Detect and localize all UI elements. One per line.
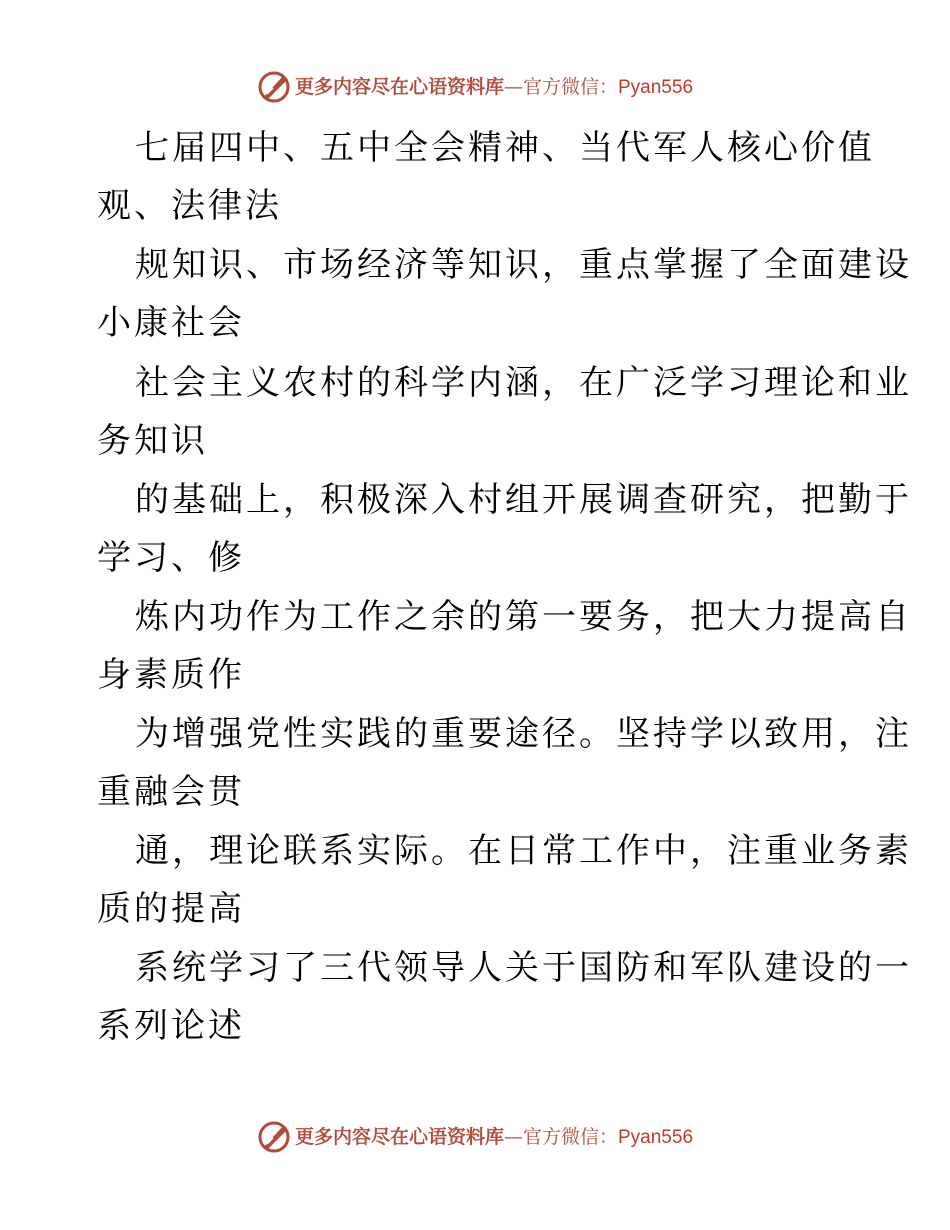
body-line: 通，理论联系实际。在日常工作中，注重业务素 [135,831,912,871]
body-line: 的基础上，积极深入村组开展调查研究，把勤于 [135,480,912,520]
body-line: 规知识、市场经济等知识，重点掌握了全面建设 [135,245,912,285]
header-brand-text: 更多内容尽在心语资料库 [294,75,504,98]
footer-dash: — [503,1125,523,1148]
footer-banner-inner [257,1120,693,1154]
quill-pen-logo-icon [257,70,291,104]
body-line: 质的提高 [97,889,245,929]
body-line: 为增强党性实践的重要途径。坚持学以致用，注 [135,714,912,754]
header-banner-text [294,75,694,98]
body-line: 务知识 [97,421,208,461]
header-dash: — [503,75,523,98]
footer-brand-text: 更多内容尽在心语资料库 [294,1125,504,1148]
quill-pen-logo-icon [257,1120,291,1154]
footer-banner [0,1120,950,1154]
body-line: 炼内功作为工作之余的第一要务，把大力提高自 [135,597,912,637]
body-line: 系统学习了三代领导人关于国防和军队建设的一 [135,948,912,988]
footer-wechat-id: Pyan556 [618,1126,694,1148]
body-line: 七届四中、五中全会精神、当代军人核心价值 [135,128,875,168]
footer-official-label: 官方微信： [522,1125,618,1148]
body-line: 系列论述 [97,1006,245,1046]
footer-banner-text [294,1125,694,1148]
body-line: 学习、修 [97,538,245,578]
body-line: 社会主义农村的科学内涵，在广泛学习理论和业 [135,363,912,403]
header-banner [0,70,950,104]
header-banner-inner [257,70,693,104]
body-line: 小康社会 [97,303,245,343]
body-line: 身素质作 [97,655,245,695]
header-wechat-id: Pyan556 [618,76,694,98]
body-line: 观、法律法 [97,186,282,226]
body-line: 重融会贯 [97,772,245,812]
header-official-label: 官方微信： [522,75,618,98]
